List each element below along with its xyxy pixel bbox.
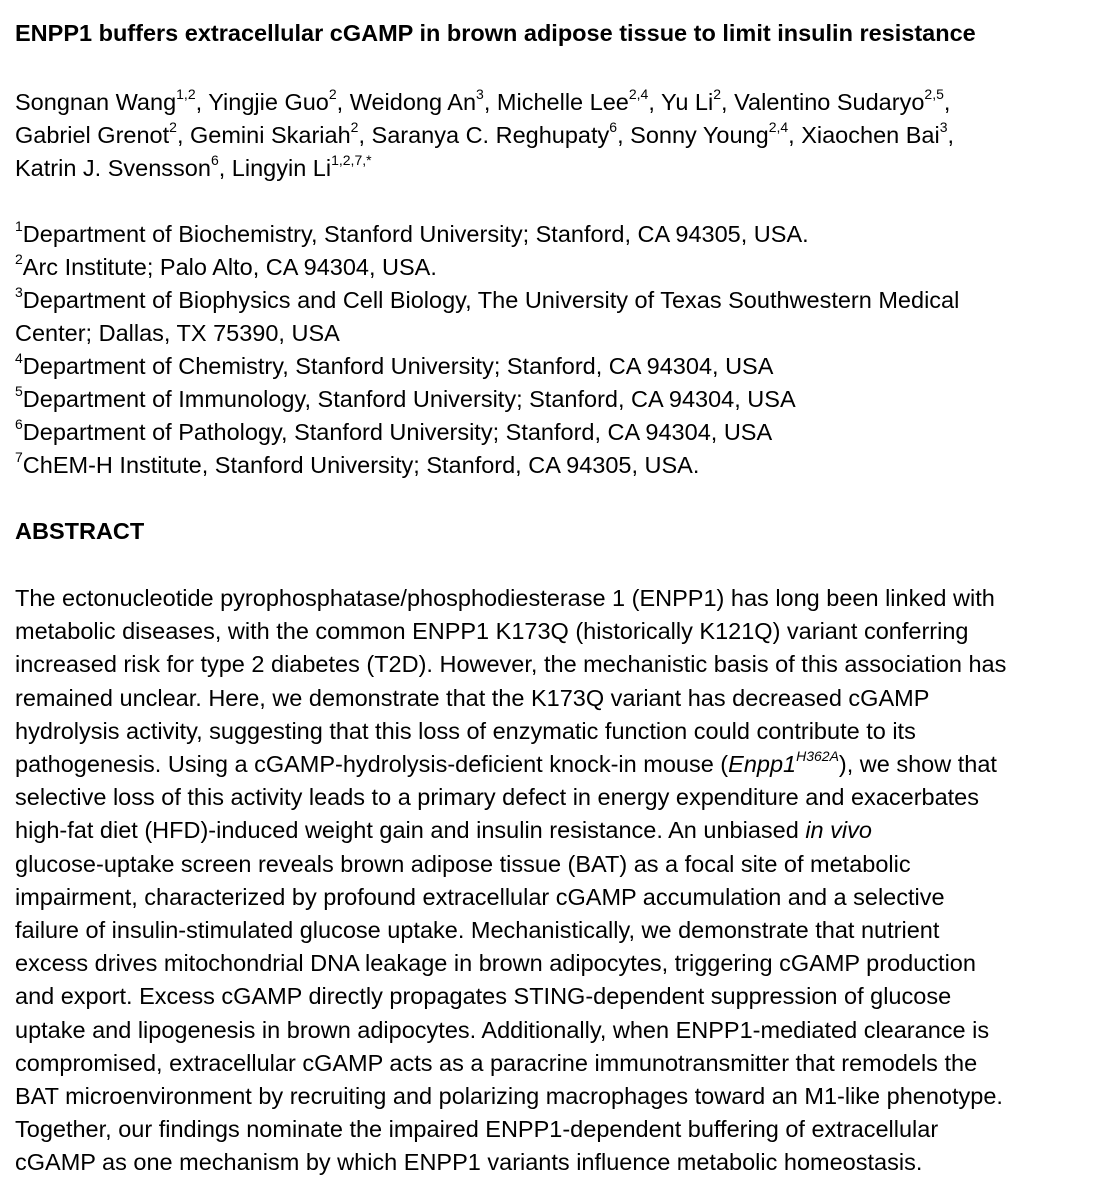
- affiliation-item: [15, 383, 959, 416]
- gene-allele: [796, 748, 839, 764]
- author-name: Yu Li: [660, 89, 714, 115]
- author-name: Gabriel Grenot: [15, 122, 170, 148]
- abstract-line: cGAMP as one mechanism by which ENPP1 variants influence metabolic homeostasis.: [15, 1149, 923, 1176]
- author-name: Saranya C. Reghupaty: [371, 122, 610, 148]
- author-affiliation-mark: 2,4: [628, 86, 649, 103]
- author-separator: ,: [358, 122, 372, 148]
- author-separator: ,: [195, 89, 209, 115]
- affiliation-number: 2: [15, 251, 23, 268]
- abstract-line: and export. Excess cGAMP directly propagates STING-dependent suppression of glucose: [15, 983, 952, 1010]
- author-affiliation-mark: 2: [713, 86, 722, 103]
- author-separator: ,: [721, 89, 735, 115]
- author-separator: ,: [947, 122, 955, 148]
- affiliation-text: Department of Immunology, Stanford University; Stanford, CA 94304, USA: [22, 386, 796, 412]
- affiliation-item: [15, 284, 959, 317]
- author-affiliation-mark: 2: [169, 119, 177, 136]
- affiliation-text: Arc Institute; Palo Alto, CA 94304, USA.: [22, 254, 437, 280]
- affiliation-item: [15, 416, 959, 449]
- abstract-line: selective loss of this activity leads to a primary defect in energy expenditure and exacerbates: [15, 784, 980, 811]
- affiliation-number: 4: [15, 350, 23, 367]
- author-name: Valentino Sudaryo: [734, 89, 925, 115]
- author-separator: ,: [617, 122, 631, 148]
- gene-allele-text: H362A: [796, 748, 839, 765]
- abstract-line: impairment, characterized by profound extracellular cGAMP accumulation and a selective: [15, 883, 945, 910]
- author-separator: ,: [218, 155, 232, 181]
- author-name: Songnan Wang: [15, 89, 177, 115]
- author-affiliation-mark: 2: [328, 86, 337, 103]
- author-name: Yingjie Guo: [208, 89, 329, 115]
- author-separator: ,: [648, 89, 661, 115]
- abstract-text: high-fat diet (HFD)-induced weight gain and insulin resistance. An unbiased: [15, 817, 806, 844]
- affiliation-text: ChEM-H Institute, Stanford University; Stanford, CA 94305, USA.: [22, 452, 700, 478]
- author-separator: ,: [176, 122, 190, 148]
- author-line-1: [15, 86, 954, 119]
- abstract-line: The ectonucleotide pyrophosphatase/phosphodiesterase 1 (ENPP1) has long been linked with: [15, 585, 995, 611]
- author-affiliation-mark: 2: [350, 119, 359, 136]
- affiliation-list: [15, 218, 959, 482]
- abstract-line: [15, 748, 1006, 781]
- author-name: Gemini Skariah: [190, 122, 351, 148]
- abstract-line: BAT microenvironment by recruiting and polarizing macrophages toward an M1-like phenotype.: [15, 1083, 1003, 1110]
- author-affiliation-mark: 1,2,7,*: [331, 152, 372, 169]
- affiliation-number: 7: [15, 449, 23, 466]
- abstract-line: compromised, extracellular cGAMP acts as a paracrine immunotransmitter that remodels the: [15, 1049, 978, 1076]
- paper-title: ENPP1 buffers extracellular cGAMP in brown adipose tissue to limit insulin resistance: [15, 20, 976, 46]
- affiliation-item: [15, 350, 959, 383]
- author-name: Xiaochen Bai: [801, 122, 940, 148]
- abstract-text: ), we show that: [838, 751, 997, 778]
- abstract-line: uptake and lipogenesis in brown adipocytes. Additionally, when ENPP1-mediated clearance is: [15, 1016, 990, 1043]
- author-separator: ,: [483, 89, 497, 115]
- author-line-2: [15, 119, 954, 152]
- author-separator: ,: [788, 122, 802, 148]
- author-name: Katrin J. Svensson: [15, 155, 211, 181]
- abstract-italic-term: in vivo: [805, 817, 872, 844]
- affiliation-text: Department of Biochemistry, Stanford University; Stanford, CA 94305, USA.: [22, 221, 809, 247]
- author-affiliation-mark: 2,4: [768, 119, 789, 136]
- abstract-text: pathogenesis. Using a cGAMP-hydrolysis-deficient knock-in mouse (: [15, 751, 729, 778]
- affiliation-item: [15, 218, 959, 251]
- affiliation-number: 3: [15, 284, 23, 301]
- abstract-body: [15, 582, 1006, 1180]
- author-name: Weidong An: [349, 89, 477, 115]
- author-affiliation-mark: 2,5: [924, 86, 944, 103]
- author-affiliation-mark: 3: [939, 119, 948, 136]
- affiliation-text: Center; Dallas, TX 75390, USA: [15, 320, 340, 346]
- abstract-line: glucose-uptake screen reveals brown adipose tissue (BAT) as a focal site of metabolic: [15, 850, 911, 877]
- author-separator: ,: [336, 89, 350, 115]
- author-affiliation-mark: 3: [476, 86, 484, 103]
- abstract-line: remained unclear. Here, we demonstrate that the K173Q variant has decreased cGAMP: [15, 684, 930, 711]
- author-name: Lingyin Li: [231, 155, 332, 181]
- author-affiliation-mark: 6: [210, 152, 219, 169]
- gene-name: Enpp1: [728, 751, 797, 778]
- author-list: [15, 86, 954, 185]
- author-name: Michelle Lee: [496, 89, 629, 115]
- affiliation-item-continued: [15, 317, 959, 350]
- affiliation-number: 6: [15, 416, 23, 433]
- abstract-line: metabolic diseases, with the common ENPP1 K173Q (historically K121Q) variant conferring: [15, 618, 969, 645]
- author-separator: ,: [943, 89, 951, 115]
- abstract-line: increased risk for type 2 diabetes (T2D). However, the mechanistic basis of this association has: [15, 651, 1007, 678]
- author-line-3: [15, 152, 954, 185]
- affiliation-number: 5: [15, 383, 23, 400]
- abstract-line: Together, our findings nominate the impaired ENPP1-dependent buffering of extracellular: [15, 1116, 939, 1143]
- affiliation-text: Department of Pathology, Stanford University; Stanford, CA 94304, USA: [22, 419, 773, 445]
- abstract-heading: ABSTRACT: [15, 518, 145, 544]
- author-affiliation-mark: 6: [609, 119, 618, 136]
- abstract-line: excess drives mitochondrial DNA leakage in brown adipocytes, triggering cGAMP production: [15, 950, 976, 977]
- affiliation-text: Department of Chemistry, Stanford University; Stanford, CA 94304, USA: [22, 353, 774, 379]
- author-name: Sonny Young: [630, 122, 769, 148]
- affiliation-item: [15, 449, 959, 482]
- abstract-line: [15, 814, 1006, 847]
- abstract-line: hydrolysis activity, suggesting that this loss of enzymatic function could contribute to its: [15, 717, 916, 744]
- abstract-line: failure of insulin-stimulated glucose uptake. Mechanistically, we demonstrate that nutrient: [15, 917, 940, 944]
- affiliation-item: [15, 251, 959, 284]
- affiliation-number: 1: [15, 218, 23, 235]
- affiliation-text: Department of Biophysics and Cell Biology, The University of Texas Southwestern Medical: [22, 287, 960, 313]
- author-affiliation-mark: 1,2: [176, 86, 196, 103]
